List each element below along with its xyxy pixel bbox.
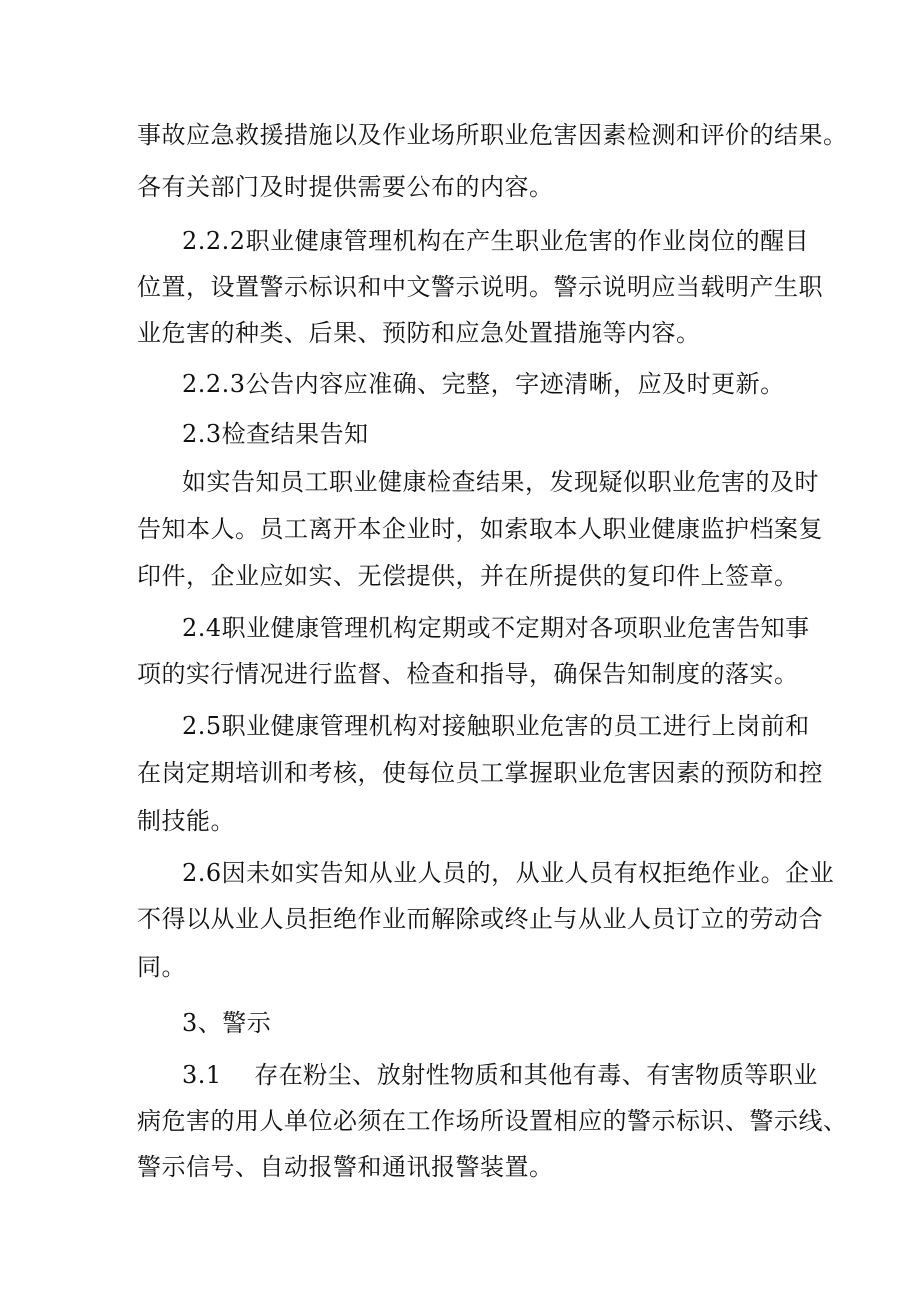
text-line: 同。 (137, 953, 186, 981)
text-line: 位置，设置警示标识和中文警示说明。警示说明应当载明产生职 (137, 273, 823, 301)
text-line: 印件，企业应如实、无偿提供，并在所提供的复印件上签章。 (137, 562, 799, 590)
text-line: 2.5职业健康管理机构对接触职业危害的员工进行上岗前和 (182, 712, 810, 740)
text-line: 3.1 存在粉尘、放射性物质和其他有毒、有害物质等职业 (182, 1061, 818, 1089)
text-line: 业危害的种类、后果、预防和应急处置措施等内容。 (137, 319, 701, 347)
text-line: 告知本人。员工离开本企业时，如索取本人职业健康监护档案复 (137, 515, 823, 543)
text-line: 在岗定期培训和考核，使每位员工掌握职业危害因素的预防和控 (137, 759, 823, 787)
text-line: 项的实行情况进行监督、检查和指导，确保告知制度的落实。 (137, 660, 799, 688)
text-line: 2.2.2职业健康管理机构在产生职业危害的作业岗位的醒目 (182, 227, 810, 255)
text-line: 不得以从业人员拒绝作业而解除或终止与从业人员订立的劳动合 (137, 905, 823, 933)
text-line: 制技能。 (137, 807, 235, 835)
text-line: 2.4职业健康管理机构定期或不定期对各项职业危害告知事 (182, 614, 810, 642)
text-line: 警示信号、自动报警和通讯报警装置。 (137, 1153, 554, 1181)
text-line: 事故应急救援措施以及作业场所职业危害因素检测和评价的结果。 (137, 121, 848, 149)
text-line: 各有关部门及时提供需要公布的内容。 (137, 173, 554, 201)
text-line: 病危害的用人单位必须在工作场所设置相应的警示标识、警示线、 (137, 1107, 848, 1135)
section-heading: 2.3检查结果告知 (182, 420, 369, 448)
section-heading: 3、警示 (182, 1009, 272, 1037)
text-line: 2.6因未如实告知从业人员的，从业人员有权拒绝作业。企业 (182, 859, 835, 887)
text-line: 2.2.3公告内容应准确、完整，字迹清晰，应及时更新。 (182, 370, 785, 398)
text-line: 如实告知员工职业健康检查结果，发现疑似职业危害的及时 (182, 468, 819, 496)
